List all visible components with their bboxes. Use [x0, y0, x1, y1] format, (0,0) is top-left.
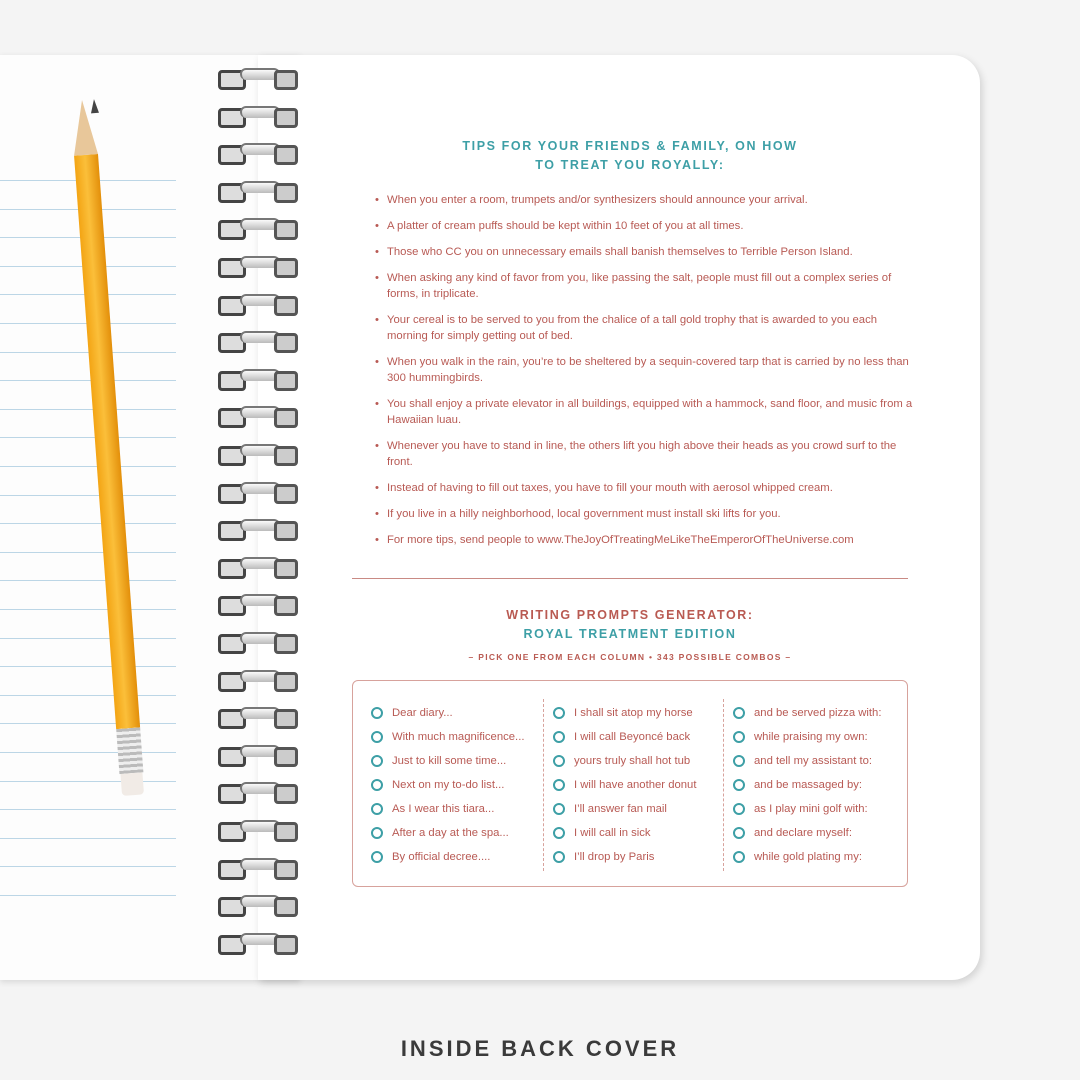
coil-hole — [274, 784, 298, 804]
ruled-line — [0, 638, 176, 639]
coil-hole — [274, 672, 298, 692]
prompt-column-2 — [553, 701, 696, 869]
prompts-table — [352, 680, 908, 887]
prompt-option-label: I will call in sick — [574, 827, 651, 839]
prompt-option[interactable] — [733, 773, 881, 797]
prompt-option[interactable] — [553, 845, 696, 869]
coil-hole — [274, 371, 298, 391]
radio-circle-icon[interactable] — [371, 779, 383, 791]
radio-circle-icon[interactable] — [553, 707, 565, 719]
prompt-option[interactable] — [553, 821, 696, 845]
tip-item: • If you live in a hilly neighborhood, local government must install ski lifts for you. — [374, 506, 914, 522]
prompt-option[interactable] — [371, 845, 524, 869]
spiral-coil — [216, 141, 300, 165]
pencil-eraser — [120, 772, 144, 796]
spiral-coil — [216, 743, 300, 767]
pencil-ferrule — [116, 727, 143, 774]
spiral-coil — [216, 555, 300, 579]
prompt-option-label: while gold plating my: — [754, 851, 863, 863]
prompt-option-label: Dear diary... — [392, 707, 453, 719]
coil-hole — [274, 634, 298, 654]
radio-circle-icon[interactable] — [733, 779, 745, 791]
tips-heading — [380, 137, 880, 175]
radio-circle-icon[interactable] — [553, 779, 565, 791]
ruled-line — [0, 752, 176, 753]
coil-hole — [274, 822, 298, 842]
ruled-line — [0, 495, 176, 496]
spiral-coil — [216, 705, 300, 729]
coil-hole — [274, 897, 298, 917]
coil-hole — [274, 559, 298, 579]
prompt-option-label: Just to kill some time... — [392, 755, 507, 767]
prompts-heading-line2: ROYAL TREATMENT EDITION — [523, 627, 737, 641]
prompt-option[interactable] — [733, 821, 881, 845]
prompt-option-label: and be served pizza with: — [754, 707, 882, 719]
spiral-coil — [216, 517, 300, 541]
prompt-option[interactable] — [553, 797, 696, 821]
coil-hole — [274, 183, 298, 203]
tip-item: • Whenever you have to stand in line, the others lift you high above their heads as you crowd surf to the front. — [374, 438, 914, 470]
radio-circle-icon[interactable] — [371, 827, 383, 839]
prompt-option-label: By official decree.... — [392, 851, 491, 863]
spiral-coil — [216, 442, 300, 466]
coil-hole — [274, 333, 298, 353]
radio-circle-icon[interactable] — [733, 731, 745, 743]
prompt-option[interactable] — [371, 821, 524, 845]
spiral-coil — [216, 668, 300, 692]
spiral-coil — [216, 893, 300, 917]
prompt-option-label: and tell my assistant to: — [754, 755, 873, 767]
prompt-option-label: I’ll drop by Paris — [574, 851, 655, 863]
ruled-line — [0, 609, 176, 610]
spiral-binding — [216, 66, 302, 966]
ruled-line — [0, 580, 176, 581]
spiral-coil — [216, 630, 300, 654]
prompt-option-label: I will call Beyoncé back — [574, 731, 691, 743]
ruled-line — [0, 437, 176, 438]
tips-list — [374, 192, 914, 558]
radio-circle-icon[interactable] — [733, 851, 745, 863]
prompt-option[interactable] — [733, 749, 881, 773]
prompt-column-3 — [733, 701, 881, 869]
coil-hole — [274, 296, 298, 316]
spiral-coil — [216, 367, 300, 391]
pencil-tip — [70, 99, 98, 156]
ruled-line — [0, 409, 176, 410]
radio-circle-icon[interactable] — [553, 755, 565, 767]
caption: INSIDE BACK COVER — [400, 1036, 680, 1061]
coil-hole — [274, 709, 298, 729]
radio-circle-icon[interactable] — [553, 803, 565, 815]
prompt-column-1 — [371, 701, 524, 869]
spiral-coil — [216, 592, 300, 616]
column-separator — [543, 699, 544, 871]
prompt-option-label: I shall sit atop my horse — [574, 707, 693, 719]
prompt-option-label: As I wear this tiara... — [392, 803, 495, 815]
prompt-option-label: I’ll answer fan mail — [574, 803, 667, 815]
coil-hole — [274, 446, 298, 466]
prompts-heading — [380, 606, 880, 644]
prompt-option[interactable] — [371, 749, 524, 773]
spiral-coil — [216, 856, 300, 880]
tip-item: • You shall enjoy a private elevator in all buildings, equipped with a hammock, sand floor, and music from a Hawaiian luau. — [374, 396, 914, 428]
coil-hole — [274, 747, 298, 767]
prompt-option[interactable] — [371, 797, 524, 821]
prompt-option-label: and be massaged by: — [754, 779, 863, 791]
spiral-coil — [216, 66, 300, 90]
tip-item: • For more tips, send people to www.TheJoyOfTreatingMeLikeTheEmperorOfTheUniverse.com — [374, 532, 914, 548]
ruled-line — [0, 809, 176, 810]
coil-hole — [274, 596, 298, 616]
prompt-option[interactable] — [371, 701, 524, 725]
tip-item: • A platter of cream puffs should be kept within 10 feet of you at all times. — [374, 218, 914, 234]
radio-circle-icon[interactable] — [733, 707, 745, 719]
tips-heading-line1: TIPS FOR YOUR FRIENDS & FAMILY, ON HOW — [462, 139, 798, 153]
ruled-line — [0, 695, 176, 696]
prompt-option[interactable] — [733, 701, 881, 725]
tip-item: • Your cereal is to be served to you from the chalice of a tall gold trophy that is awarded to you each morning for simply getting out of bed. — [374, 312, 914, 344]
coil-hole — [274, 521, 298, 541]
coil-hole — [274, 408, 298, 428]
coil-hole — [274, 145, 298, 165]
prompts-heading-line1: WRITING PROMPTS GENERATOR: — [506, 608, 754, 622]
tip-item: • Instead of having to fill out taxes, you have to fill your mouth with aerosol whipped cream. — [374, 480, 914, 496]
tip-item: • When asking any kind of favor from you, like passing the salt, people must fill out a complex series of forms, in triplicate. — [374, 270, 914, 302]
spiral-coil — [216, 404, 300, 428]
prompt-option[interactable] — [553, 725, 696, 749]
radio-circle-icon[interactable] — [371, 731, 383, 743]
ruled-line — [0, 666, 176, 667]
prompt-option[interactable] — [553, 701, 696, 725]
coil-hole — [274, 860, 298, 880]
spiral-coil — [216, 480, 300, 504]
prompt-option-label: yours truly shall hot tub — [574, 755, 691, 767]
coil-hole — [274, 108, 298, 128]
ruled-line — [0, 866, 176, 867]
prompt-option-label: I will have another donut — [574, 779, 697, 791]
prompt-option-label: After a day at the spa... — [392, 827, 509, 839]
ruled-line — [0, 781, 176, 782]
prompt-option[interactable] — [371, 773, 524, 797]
prompt-option[interactable] — [733, 797, 881, 821]
coil-hole — [274, 220, 298, 240]
spiral-coil — [216, 179, 300, 203]
radio-circle-icon[interactable] — [371, 851, 383, 863]
radio-circle-icon[interactable] — [371, 755, 383, 767]
tip-item: • When you walk in the rain, you’re to be sheltered by a sequin-covered tarp that is carried by no less than 300 hummingbirds. — [374, 354, 914, 386]
coil-hole — [274, 484, 298, 504]
radio-circle-icon[interactable] — [553, 851, 565, 863]
ruled-line — [0, 523, 176, 524]
prompt-option-label: while praising my own: — [754, 731, 868, 743]
radio-circle-icon[interactable] — [553, 731, 565, 743]
tip-item: • When you enter a room, trumpets and/or synthesizers should announce your arrival. — [374, 192, 914, 208]
coil-hole — [274, 258, 298, 278]
column-separator — [723, 699, 724, 871]
spiral-coil — [216, 104, 300, 128]
radio-circle-icon[interactable] — [371, 803, 383, 815]
section-divider — [352, 578, 908, 579]
radio-circle-icon[interactable] — [733, 803, 745, 815]
ruled-line — [0, 723, 176, 724]
spiral-coil — [216, 329, 300, 353]
radio-circle-icon[interactable] — [553, 827, 565, 839]
prompt-option[interactable] — [733, 725, 881, 749]
prompt-option[interactable] — [733, 845, 881, 869]
ruled-line — [0, 466, 176, 467]
ruled-line — [0, 838, 176, 839]
spiral-coil — [216, 254, 300, 278]
prompt-option[interactable] — [553, 749, 696, 773]
radio-circle-icon[interactable] — [733, 755, 745, 767]
prompt-option[interactable] — [553, 773, 696, 797]
prompts-subtitle: – PICK ONE FROM EACH COLUMN • 343 POSSIBLE COMBOS – — [468, 652, 792, 662]
prompt-option[interactable] — [371, 725, 524, 749]
prompt-option-label: as I play mini golf with: — [754, 803, 868, 815]
pencil-lead — [90, 99, 99, 114]
ruled-line — [0, 380, 176, 381]
prompt-option-label: and declare myself: — [754, 827, 852, 839]
ruled-line — [0, 895, 176, 896]
radio-circle-icon[interactable] — [733, 827, 745, 839]
radio-circle-icon[interactable] — [371, 707, 383, 719]
tips-heading-line2: TO TREAT YOU ROYALLY: — [535, 158, 725, 172]
prompt-option-label: With much magnificence... — [392, 731, 525, 743]
tip-item: • Those who CC you on unnecessary emails shall banish themselves to Terrible Person Island. — [374, 244, 914, 260]
spiral-coil — [216, 216, 300, 240]
coil-hole — [274, 70, 298, 90]
spiral-coil — [216, 818, 300, 842]
spiral-coil — [216, 931, 300, 955]
prompt-option-label: Next on my to-do list... — [392, 779, 505, 791]
spiral-coil — [216, 780, 300, 804]
ruled-line — [0, 552, 176, 553]
spiral-coil — [216, 292, 300, 316]
coil-hole — [274, 935, 298, 955]
